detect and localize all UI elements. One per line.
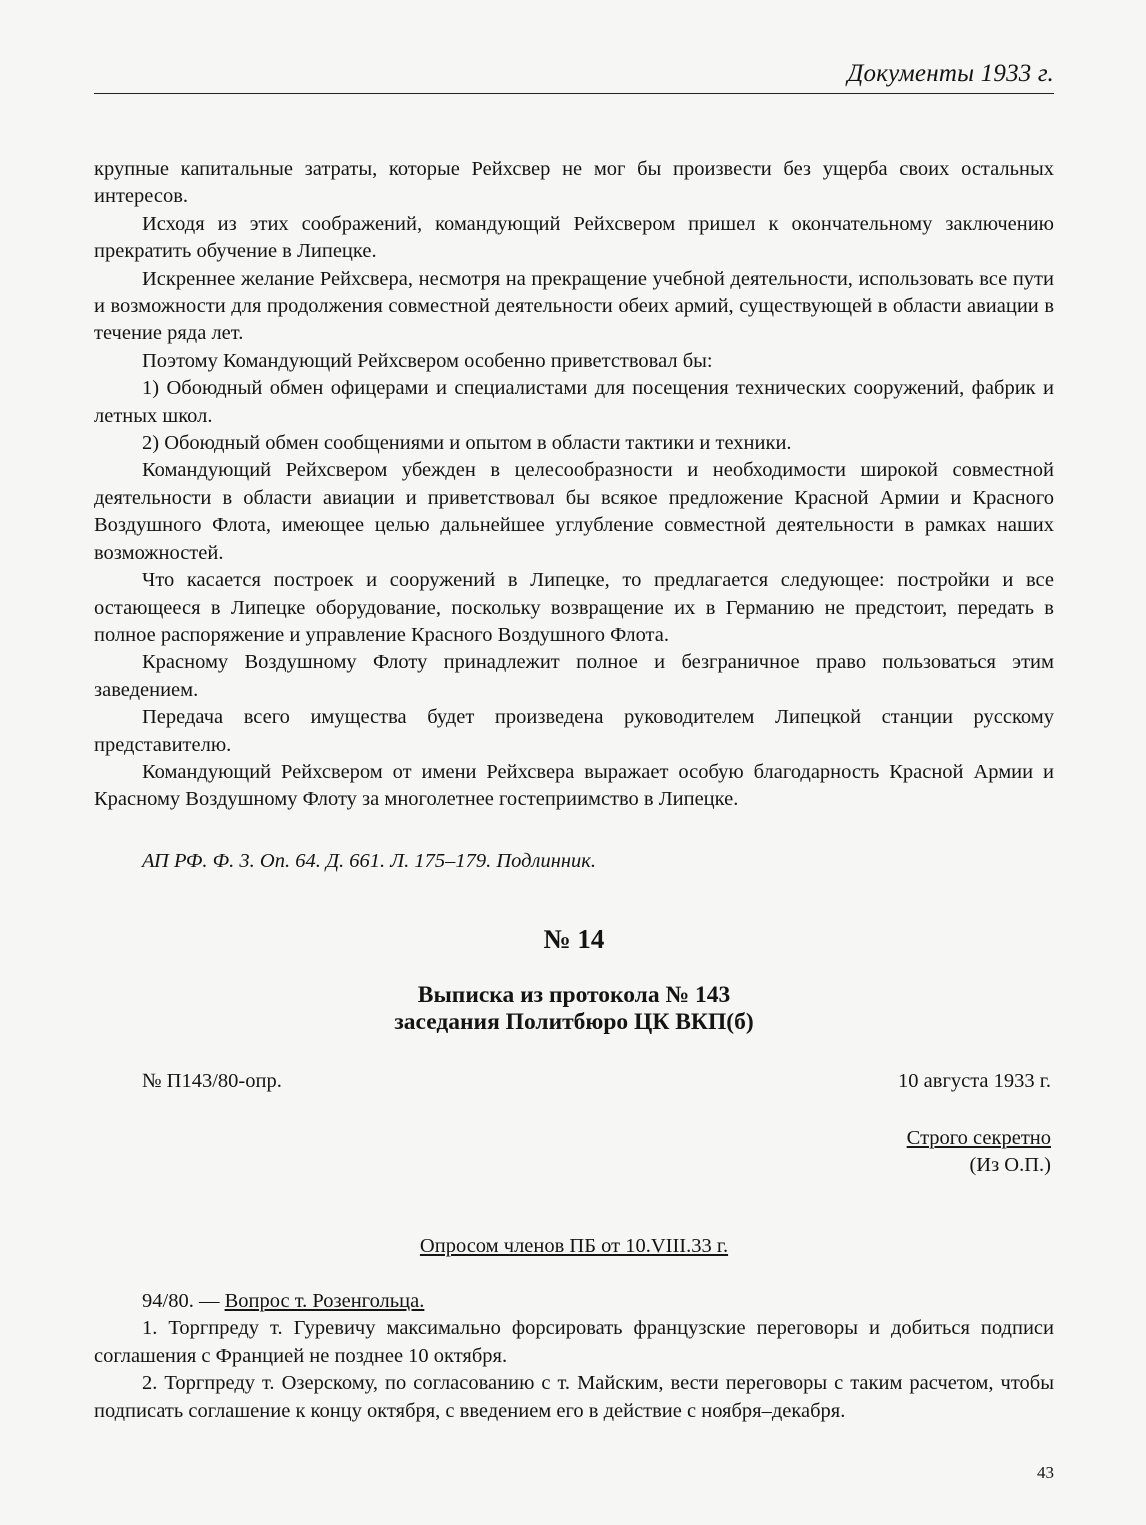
paragraph: Исходя из этих соображений, командующий Рейхсвером пришел к окончательному заключению прекратить обучение в Липецке. [94, 212, 1054, 263]
special-folder-note: (Из О.П.) [969, 1154, 1051, 1176]
list-item: 2) Обоюдный обмен сообщениями и опытом в области тактики и техники. [142, 432, 792, 455]
paragraph: Командующий Рейхсвером от имени Рейхсвера выражает особую благодарность Красной Армии и Красному Воздушному Флоту за многолетнее гостеприимство в Липецке. [94, 760, 1054, 811]
paragraph: Командующий Рейхсвером убежден в целесообразности и необходимости широкой совместной деятельности в области авиации и приветствовал бы всякое предложение Красной Армии и Красного Воздушного Флота, имеющее целью дальнейшее углубление совместной деятельности в рамках наших возможностей. [94, 459, 1054, 564]
document-date: 10 августа 1933 г. [898, 1070, 1051, 1092]
resolution-text [94, 1288, 1054, 1425]
page-number: 43 [1037, 1463, 1054, 1482]
poll-text: Опросом членов ПБ от 10.VIII.33 г. [419, 1235, 729, 1257]
secrecy-stamp: Строго секретно [906, 1127, 1051, 1149]
protocol-reference-number: № П143/80-опр. [142, 1070, 282, 1092]
paragraph: Что касается построек и сооружений в Липецке, то предлагается следующее: постройки и все остающееся в Липецке оборудование, поскольку возвращение их в Германию не предстоит, передать в полное распоряжение и управление Красного Воздушного Флота. [94, 569, 1054, 646]
paragraph: Передача всего имущества будет произведена руководителем Липецкой станции русскому представителю. [94, 706, 1054, 756]
agenda-item-title: Вопрос т. Розенгольца. [224, 1290, 425, 1312]
reference-line [142, 1068, 1054, 1095]
agenda-item [94, 1288, 1054, 1315]
poll-line [94, 1233, 1054, 1260]
document-title-line: Выписка из протокола № 143 [417, 982, 731, 1008]
running-head-title: Документы 1933 г. [847, 60, 1054, 87]
paragraph: Красному Воздушному Флоту принадлежит полное и безграничное право пользоваться этим заведением. [94, 651, 1054, 701]
agenda-item-number: 94/80. — [142, 1290, 225, 1312]
document-page [94, 0, 1054, 1525]
decision-item: 2. Торгпреду т. Озерскому, по согласованию с т. Майским, вести переговоры с таким расчетом, чтобы подписать соглашение к концу октября, с введением его в действие с ноября–декабря. [94, 1372, 1054, 1422]
paragraph: Искреннее желание Рейхсвера, несмотря на прекращение учебной деятельности, использовать все пути и возможности для продолжения совместной деятельности обеих армий, существующей в области авиации в течение ряда лет. [94, 267, 1054, 345]
paragraph: крупные капитальные затраты, которые Рейхсвер не мог бы произвести без ущерба своих остальных интересов. [94, 158, 1054, 208]
header-rule [94, 93, 1054, 94]
archive-source-citation: АП РФ. Ф. 3. Оп. 64. Д. 661. Л. 175–179. Подлинник. [142, 850, 597, 872]
list-item: 1) Обоюдный обмен офицерами и специалистами для посещения технических сооружений, фабрик и летных школ. [94, 377, 1054, 427]
document-title-line: заседания Политбюро ЦК ВКП(б) [394, 1009, 754, 1035]
continuation-text [94, 156, 1054, 814]
decision-item: 1. Торгпреду т. Гуревичу максимально форсировать французские переговоры и добиться подписи соглашения с Францией не позднее 10 октября. [94, 1317, 1054, 1367]
document-title [94, 982, 1054, 1036]
paragraph: Поэтому Командующий Рейхсвером особенно приветствовал бы: [142, 349, 713, 372]
document-number-heading: № 14 [543, 924, 605, 954]
